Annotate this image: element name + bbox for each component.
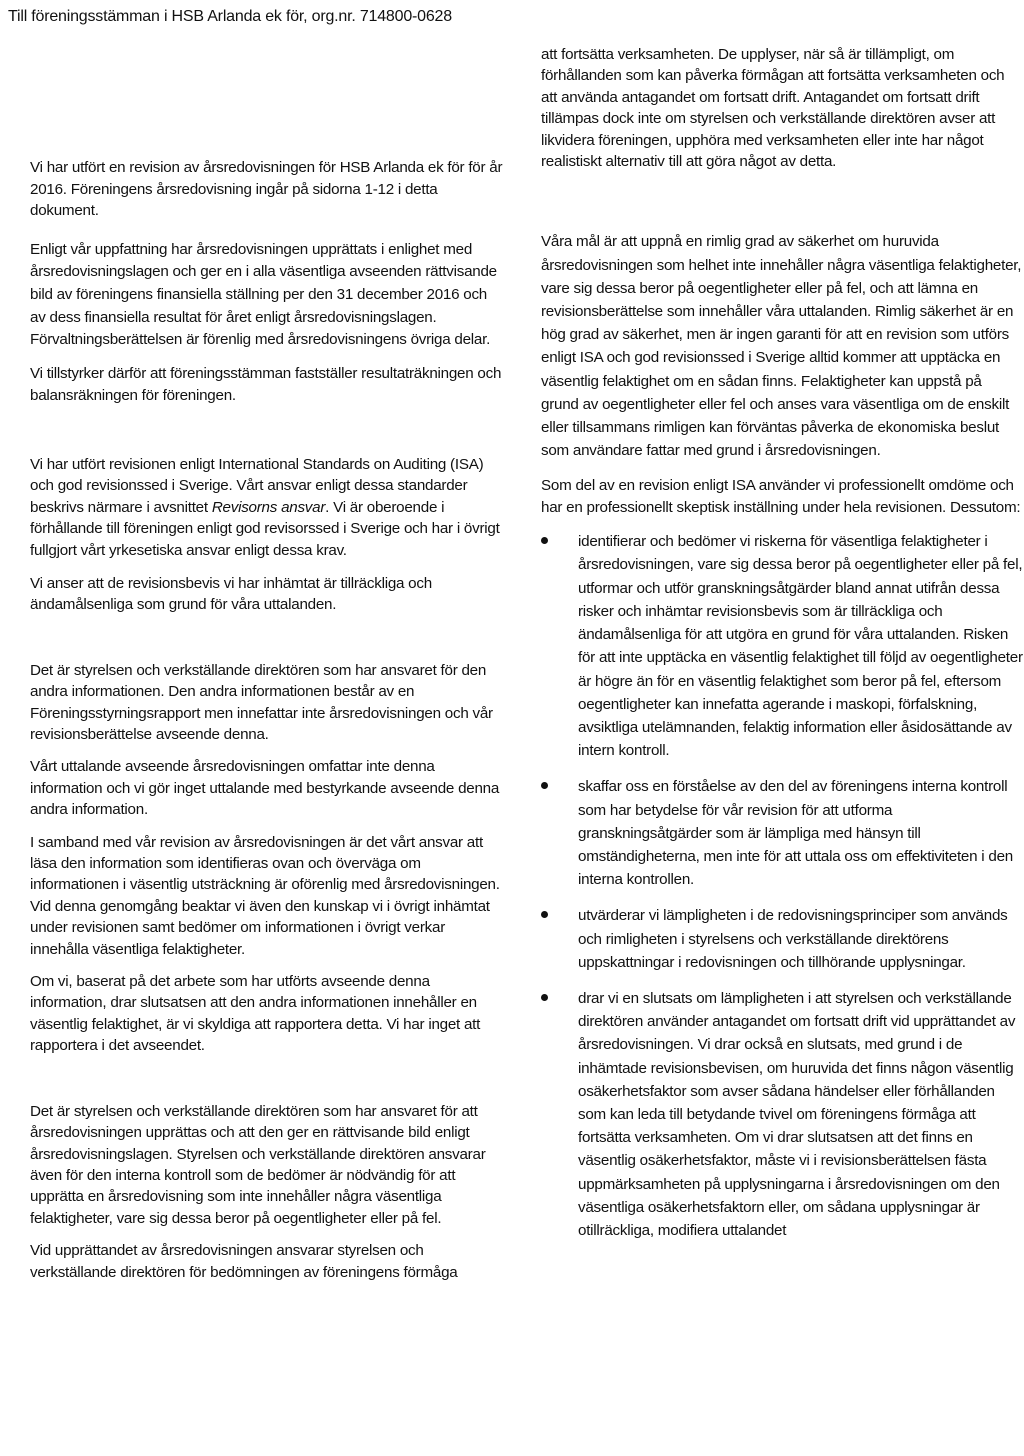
paragraph-other-information-scope: Vårt uttalande avseende årsredovisningen omfattar inte denna information och vi gör inget uttalande med bestyrkande avseende denna andra information. <box>30 758 500 819</box>
paragraph-evidence: Vi anser att de revisionsbevis vi har inhämtat är tillräckliga och ändamålsenliga som grund för våra uttalanden. <box>30 574 432 614</box>
paragraph-going-concern-start: Vid upprättandet av årsredovisningen ansvarar styrelsen och verkställande direktören för bedömningen av föreningens förmåga <box>30 1242 458 1281</box>
document-header: Till föreningsstämman i HSB Arlanda ek för, org.nr. 714800-0628 <box>8 8 452 25</box>
basis-section-reference: Revisorns ansvar <box>211 498 326 516</box>
paragraph-opinion: Enligt vår uppfattning har årsredovisningen upprättats i enlighet med årsredovisningslagen och ger en i alla väsentliga avseenden rättvisande bild av föreningens finansiella ställning per den 31 december 2016 och av dess finansiella resultat för året enligt årsredovisningslagen. Förvaltningsberättelsen är förenlig med årsredovisningens övriga delar. <box>30 240 497 349</box>
list-item <box>541 530 1023 762</box>
paragraph-board-responsibility: Det är styrelsen och verkställande direktören som har ansvaret för att årsredovisningen upprättas och att den ger en rättvisande bild enligt årsredovisningslagen. Styrelsen och verkställande direktören ansvarar även för den interna kontroll som de bedömer är nödvändig för att upprätta en årsredovisning som inte innehåller några väsentliga felaktigheter, vare sig dessa beror på oegentligheter eller på fel. <box>30 1102 486 1227</box>
basis-text-start: Vi har utfört revisionen enligt International Standards on Auditing (ISA) och god revisionssed i Sverige. Vårt ansvar enligt dessa standarder beskrivs närmare i avsnittet <box>30 455 484 516</box>
paragraph-other-information: Det är styrelsen och verkställande direktören som har ansvaret för den andra informationen. Den andra informationen består av en Föreningsstyrningsrapport men innefattar inte årsredovisningen och vår revisionsberättelse avseende denna. <box>30 661 493 743</box>
paragraph-reporting-duty: Om vi, baserat på det arbete som har utförts avseende denna information, drar slutsatsen att den andra informationen innehåller en väsentlig felaktighet, är vi skyldiga att rapportera detta. Vi har inget att rapportera i det avseendet. <box>30 973 481 1055</box>
paragraph-basis <box>30 454 506 561</box>
bullet-icon <box>541 782 548 789</box>
list-item-text: identifierar och bedömer vi riskerna för väsentliga felaktigheter i årsredovisningen, vare sig dessa beror på oegentligheter eller på fel, utformar och utför granskningsåtgärder bland annat utifrån dessa risker och inhämtar revisionsbevis som är tillräckliga och ändamålsenliga för att utgöra en grund för våra uttalanden. Risken för att inte upptäcka en väsentlig felaktighet till följd av oegentligheter är högre än för en väsentlig felaktighet som beror på fel, eftersom oegentligheter kan innefatta agerande i maskopi, förfalskning, avsiktliga utelämnanden, felaktig information eller åsidosättande av intern kontroll. <box>578 533 1023 760</box>
paragraph-going-concern-continued: att fortsätta verksamheten. De upplyser, när så är tillämpligt, om förhållanden som kan påverka förmågan att fortsätta verksamheten och att använda antagandet om fortsatt drift. Antagandet om fortsatt drift tillämpas dock inte om styrelsen och verkställande direktören avser att likvidera föreningen, upphöra med verksamheten eller inte har något realistiskt alternativ till att göra något av detta. <box>541 46 1005 171</box>
list-item <box>541 775 1023 891</box>
paragraph-objectives: Våra mål är att uppnå en rimlig grad av säkerhet om huruvida årsredovisningen som helhet inte innehåller några väsentliga felaktigheter, vare sig dessa beror på oegentligheter eller på fel, och att lämna en revisionsberättelse som innehåller våra uttalanden. Rimlig säkerhet är en hög grad av säkerhet, men är ingen garanti för att en revision som utförs enligt ISA och god revisionssed i Sverige alltid kommer att upptäcka en väsentlig felaktighet om en sådan finns. Felaktigheter kan uppstå på grund av oegentligheter eller fel och anses vara väsentliga om de enskilt eller tillsammans rimligen kan förväntas påverka de ekonomiska beslut som användare fattar med grund i årsredovisningen. <box>541 233 1022 460</box>
audit-procedures-list <box>541 530 1023 1242</box>
list-item <box>541 987 1023 1242</box>
list-item <box>541 904 1023 974</box>
bullet-icon <box>541 537 548 544</box>
left-column <box>30 157 506 1283</box>
list-item-text: drar vi en slutsats om lämpligheten i att styrelsen och verkställande direktören använder antagandet om fortsatt drift vid upprättandet av årsredovisningen. Vi drar också en slutsats, med grund i de inhämtade revisionsbevisen, om huruvida det finns någon väsentlig osäkerhetsfaktor som avser sådana händelser eller förhållanden som kan leda till betydande tvivel om föreningens förmåga att fortsätta verksamheten. Om vi drar slutsatsen att det finns en väsentlig osäkerhetsfaktor, måste vi i revisionsberättelsen fästa uppmärksamheten på upplysningarna i årsredovisningen om den väsentliga osäkerhetsfaktorn eller, om sådana upplysningar är otillräckliga, modifiera uttalandet <box>578 989 1016 1239</box>
basis-text-end: . Vi är oberoende i förhållande till föreningen enligt god revisorssed i Sverige och har i övrigt fullgjort vårt yrkesetiska ansvar enligt dessa krav. <box>30 498 500 559</box>
list-item-text: utvärderar vi lämpligheten i de redovisningsprinciper som används och rimligheten i styrelsens och verkställande direktörens uppskattningar i redovisningen och tillhörande upplysningar. <box>578 907 1008 971</box>
paragraph-reading-responsibility: I samband med vår revision av årsredovisningen är det vårt ansvar att läsa den information som identifieras ovan och överväga om informationen i väsentlig utsträckning är oförenlig med årsredovisningen. Vid denna genomgång beaktar vi även den kunskap vi i övrigt inhämtat under revisionen samt bedömer om informationen i övrigt verkar innehålla väsentliga felaktigheter. <box>30 833 500 958</box>
paragraph-recommendation: Vi tillstyrker därför att föreningsstämman fastställer resultaträkningen och balansräkningen för föreningen. <box>30 364 502 405</box>
bullet-icon <box>541 911 548 918</box>
paragraph-audit-scope: Vi har utfört en revision av årsredovisningen för HSB Arlanda ek för för år 2016. Föreningens årsredovisning ingår på sidorna 1-12 i detta dokument. <box>30 159 503 220</box>
list-item-text: skaffar oss en förståelse av den del av föreningens interna kontroll som har betydelse för vår revision för att utforma granskningsåtgärder som är lämpliga med hänsyn till omständigheterna, men inte för att uttala oss om effektiviteten i den interna kontrollen. <box>578 778 1013 889</box>
paragraph-professional-judgement: Som del av en revision enligt ISA använder vi professionellt omdöme och har en professionellt skeptisk inställning under hela revisionen. Dessutom: <box>541 477 1021 516</box>
right-column <box>541 44 1023 1242</box>
bullet-icon <box>541 994 548 1001</box>
